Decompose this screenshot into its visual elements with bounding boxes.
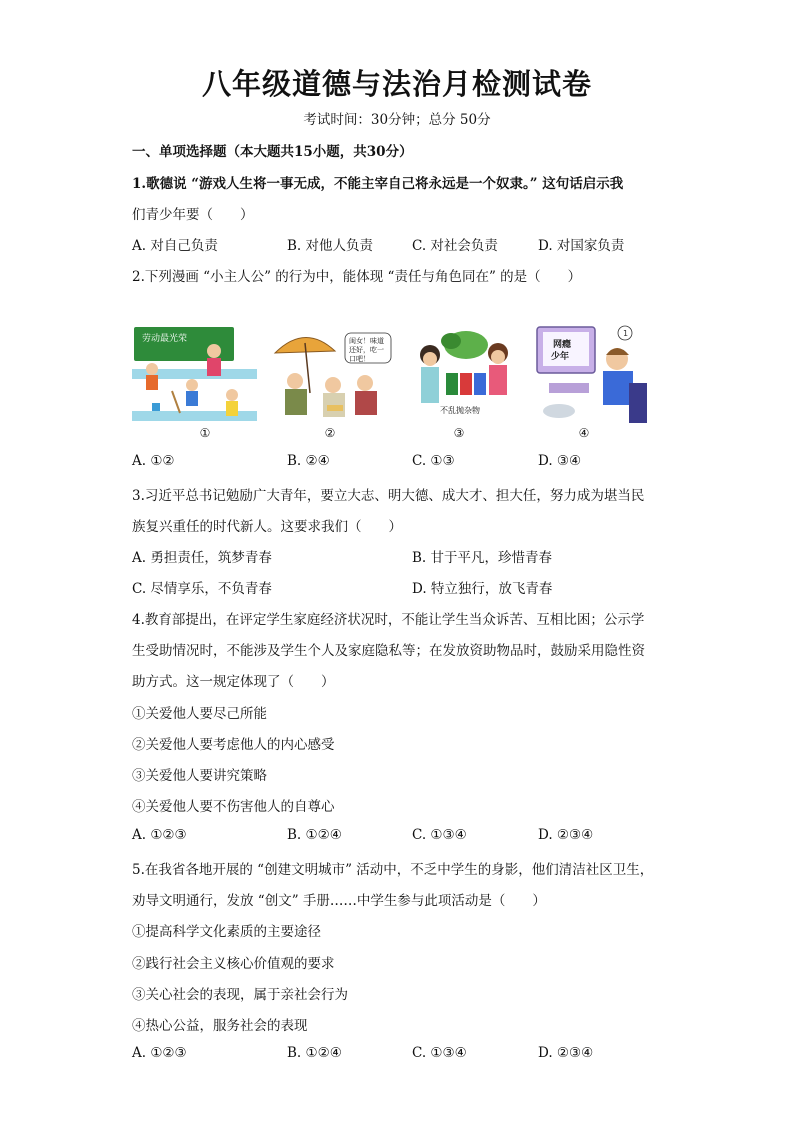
svg-text:少年: 少年	[551, 352, 570, 362]
q1-stem-line1: 1.歌德说 “游戏人生将一事无成，不能主宰自己将永远是一个奴隶。” 这句话启示我	[132, 176, 624, 192]
cartoon-2-label: ②	[324, 426, 336, 440]
q3-stem-line2: 族复兴重任的时代新人。这要求我们（ ）	[132, 519, 402, 535]
q5-item-1: ①提高科学文化素质的主要途径	[132, 924, 321, 940]
exam-info: 考试时间：30分钟；总分 50分	[303, 112, 491, 128]
q4-stem-line2: 生受助情况时，不能涉及学生个人及家庭隐私等；在发放资助物品时，鼓励采用隐性资	[132, 643, 645, 659]
q4-option-c[interactable]: C. ①③④	[412, 827, 467, 843]
q5-option-b[interactable]: B. ①②④	[287, 1045, 342, 1061]
q1-option-a[interactable]: A. 对自己负责	[132, 238, 218, 254]
q2-option-d[interactable]: D. ③④	[538, 453, 582, 469]
q5-item-4: ④热心公益，服务社会的表现	[132, 1018, 308, 1034]
q3-option-b[interactable]: B. 甘于平凡，珍惜青春	[412, 550, 553, 566]
q5-stem-line2: 劝导文明通行，发放 “创文” 手册……中学生参与此项活动是（ ）	[132, 893, 546, 909]
q5-option-a[interactable]: A. ①②③	[132, 1045, 187, 1061]
q4-option-a[interactable]: A. ①②③	[132, 827, 187, 843]
q3-stem-line1: 3.习近平总书记勉励广大青年，要立大志、明大德、成大才、担大任，努力成为堪当民	[132, 488, 645, 504]
q1-option-c[interactable]: C. 对社会负责	[412, 238, 498, 254]
svg-text:闺女！味道: 闺女！味道	[349, 337, 384, 345]
q2-option-b[interactable]: B. ②④	[287, 453, 330, 469]
cartoon-4-image	[529, 323, 654, 425]
q4-item-3: ③关爱他人要讲究策略	[132, 768, 267, 784]
q4-option-d[interactable]: D. ②③④	[538, 827, 594, 843]
cartoon-3-image	[406, 323, 521, 425]
q5-option-c[interactable]: C. ①③④	[412, 1045, 467, 1061]
q3-option-a[interactable]: A. 勇担责任，筑梦青春	[132, 550, 272, 566]
q5-item-2: ②践行社会主义核心价值观的要求	[132, 956, 335, 972]
q4-item-4: ④关爱他人要不伤害他人的自尊心	[132, 799, 335, 815]
q2-stem-line1: 2.下列漫画 “小主人公” 的行为中，能体现 “责任与角色同在” 的是（ ）	[132, 269, 582, 285]
q1-option-d[interactable]: D. 对国家负责	[538, 238, 625, 254]
q4-item-2: ②关爱他人要考虑他人的内心感受	[132, 737, 335, 753]
page-title: 八年级道德与法治月检测试卷	[201, 67, 592, 101]
q1-stem-line2: 们青少年要（ ）	[132, 207, 254, 223]
cartoon-3-label: ③	[453, 426, 465, 440]
svg-text:还好，吃一: 还好，吃一	[349, 346, 384, 354]
cartoon-3-caption: 不乱抛杂物	[440, 406, 480, 415]
q4-stem-line3: 助方式。这一规定体现了（ ）	[132, 674, 335, 690]
q2-option-a[interactable]: A. ①②	[132, 453, 175, 469]
cartoon-1-image	[132, 323, 257, 425]
q5-stem-line1: 5.在我省各地开展的 “创建文明城市” 活动中，不乏中学生的身影，他们清洁社区卫生，	[132, 862, 654, 878]
svg-text:口吧！: 口吧！	[349, 355, 370, 363]
cartoon-4-label: ④	[578, 426, 590, 440]
q4-option-b[interactable]: B. ①②④	[287, 827, 342, 843]
q4-item-1: ①关爱他人要尽己所能	[132, 706, 267, 722]
q5-option-d[interactable]: D. ②③④	[538, 1045, 594, 1061]
q4-stem-line1: 4.教育部提出，在评定学生家庭经济状况时，不能让学生当众诉苦、互相比困；公示学	[132, 612, 645, 628]
q2-option-c[interactable]: C. ①③	[412, 453, 455, 469]
section-heading: 一、单项选择题（本大题共15小题，共30分）	[132, 144, 413, 160]
svg-text:网瘾: 网瘾	[553, 340, 572, 350]
cartoon-1-caption: 劳动最光荣	[142, 334, 188, 344]
svg-text:1: 1	[623, 329, 629, 338]
q1-option-b[interactable]: B. 对他人负责	[287, 238, 374, 254]
cartoon-1-label: ①	[199, 426, 211, 440]
cartoon-2-image	[265, 323, 398, 425]
q3-option-c[interactable]: C. 尽情享乐，不负青春	[132, 581, 272, 597]
q5-item-3: ③关心社会的表现，属于亲社会行为	[132, 987, 348, 1003]
q3-option-d[interactable]: D. 特立独行，放飞青春	[412, 581, 553, 597]
